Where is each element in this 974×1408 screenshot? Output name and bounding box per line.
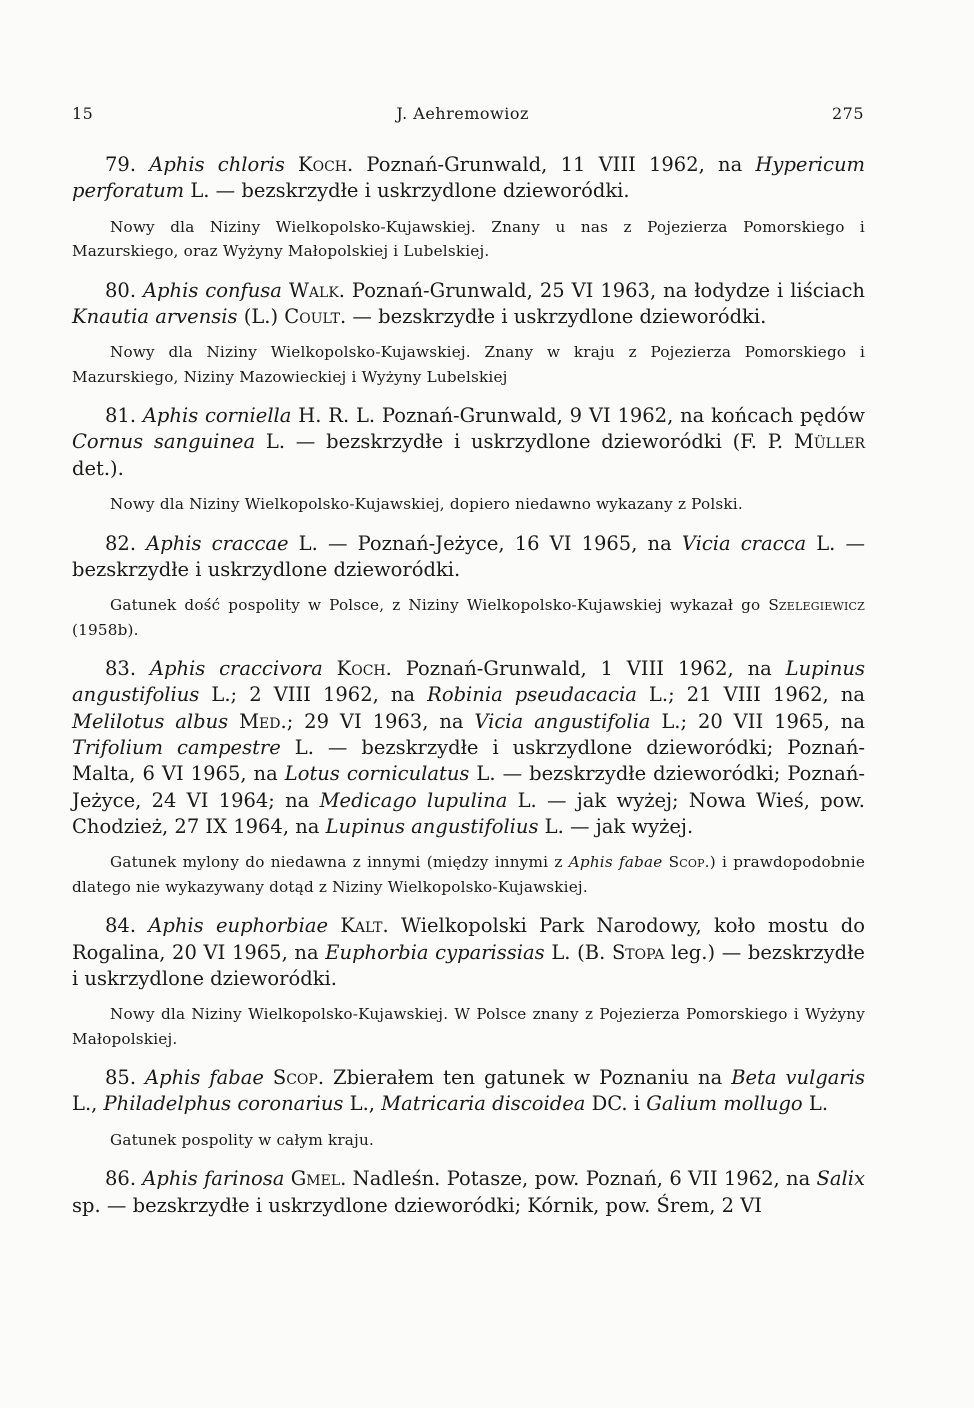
text-segment: Poznań-Grunwald, 9 VI 1962, na końcach pędów <box>375 404 865 428</box>
text-segment: Zbierałem ten gatunek w Poznaniu na <box>324 1066 732 1090</box>
taxon-name: Aphis chloris <box>149 153 285 176</box>
page-header-author: J. Aehremowioz <box>396 104 529 123</box>
entry-note <box>72 850 865 899</box>
taxon-name: Aphis craccae <box>146 531 289 555</box>
entry-note <box>72 492 865 517</box>
entry-number: 84. <box>105 914 149 938</box>
entry-note <box>72 593 865 642</box>
taxon-author: Gmel. <box>284 1167 347 1191</box>
taxon-author: Koch. <box>284 153 354 176</box>
species-entry <box>72 1065 865 1118</box>
species-name: Lupinus angustifolius <box>72 657 865 707</box>
species-name: Lotus corniculatus <box>284 762 470 786</box>
text-segment: Nadleśn. Potasze, pow. Poznań, 6 VII 1962, na <box>346 1167 817 1191</box>
species-name: Melilotus albus <box>72 709 229 733</box>
species-name: Aphis fabae <box>568 853 663 872</box>
species-name: Lupinus angustifolius <box>325 814 539 838</box>
text-segment: Gatunek dość pospolity w Polsce, z Niziny Wielkopolsko-Kujawskiej wykazał go <box>110 596 769 615</box>
text-segment: — bezskrzydłe i uskrzydlone dzieworódki. <box>346 304 767 328</box>
text-segment: L.; 21 VIII 1962, na <box>636 683 866 707</box>
text-segment: leg.) — bezskrzydłe i uskrzydlone dzieworódki. <box>72 940 865 990</box>
taxon-author: L. <box>288 531 318 555</box>
text-segment: Nowy dla Niziny Wielkopolsko-Kujawskiej. Znany u nas z Pojezierza Pomorskiego i Mazurskiego, oraz Wyżyny Małopolskiej i Lubelskiej. <box>72 217 865 261</box>
text-segment: L. <box>802 1092 829 1116</box>
taxon-name: Aphis farinosa <box>142 1167 285 1191</box>
species-entry <box>72 403 865 482</box>
text-segment: Poznań-Grunwald, 11 VIII 1962, na <box>353 153 756 176</box>
text-segment: Poznań-Grunwald, 25 VI 1963, na łodydze i liściach <box>344 278 865 302</box>
text-segment: DC. i <box>585 1092 647 1116</box>
author-name: Stopa <box>611 940 665 964</box>
entry-number: 79. <box>105 153 150 176</box>
text-segment: (1958b). <box>72 620 139 639</box>
entry-number: 85. <box>105 1066 146 1090</box>
entry-number: 80. <box>105 278 143 302</box>
text-segment: L.; 2 VIII 1962, na <box>199 683 428 707</box>
text-segment: sp. — bezskrzydłe i uskrzydlone dzieworódki; Kórnik, pow. Śrem, 2 VI <box>72 1193 762 1217</box>
author-name: Szelegiewicz <box>768 596 865 615</box>
species-name: Philadelphus coronarius <box>103 1092 344 1116</box>
species-entry <box>72 531 865 584</box>
text-segment: L. — bezskrzydłe dzieworódki; Poznań-Jeżyce, 24 VI 1964; na <box>72 762 866 812</box>
text-segment: Wielkopolski Park Narodowy, koło mostu do Rogalina, 20 VI 1965, na <box>72 914 866 964</box>
page-header-left: 15 <box>72 104 94 123</box>
species-name: Matricaria discoidea <box>381 1092 586 1116</box>
author-name: Scop. <box>668 853 710 872</box>
running-header <box>72 104 864 123</box>
text-segment: L., <box>72 1092 104 1116</box>
species-name: Vicia cracca <box>681 531 807 555</box>
entry-number: 81. <box>105 404 143 428</box>
text-segment: Nowy dla Niziny Wielkopolsko-Kujawskiej. Znany w kraju z Pojezierza Pomorskiego i Mazurskiego, Niziny Mazowieckiej i Wyżyny Lubelskiej <box>72 343 865 386</box>
text-segment: det.). <box>72 456 124 480</box>
taxon-name: Aphis craccivora <box>149 657 323 681</box>
taxon-author: H. R. L. <box>291 404 376 428</box>
text-segment: L.; 20 VII 1965, na <box>650 709 865 733</box>
species-entry <box>72 656 865 840</box>
taxon-author: Kalt. <box>328 914 389 938</box>
text-segment: Gatunek mylony do niedawna z innymi (między innymi z <box>110 853 569 872</box>
entry-number: 82. <box>105 531 147 555</box>
text-segment: Nowy dla Niziny Wielkopolsko-Kujawskiej, dopiero niedawno wykazany z Polski. <box>110 495 743 514</box>
text-segment: L., <box>343 1092 382 1116</box>
text-segment <box>228 710 239 733</box>
entry-note <box>72 340 865 389</box>
body-text <box>72 152 865 1219</box>
taxon-name: Aphis confusa <box>142 278 282 302</box>
text-segment: L. — bezskrzydłe i uskrzydlone dzieworódki; Poznań-Malta, 6 VI 1965, na <box>72 736 865 786</box>
species-name: Euphorbia cyparissias <box>325 940 545 964</box>
text-segment: Poznań-Grunwald, 1 VIII 1962, na <box>391 657 786 681</box>
taxon-author: Scop. <box>263 1066 325 1090</box>
taxon-name: Aphis euphorbiae <box>148 914 329 938</box>
text-segment: L. (B. <box>544 940 612 964</box>
text-segment: L. — jak wyżej; Nowa Wieś, pow. Chodzież, 27 IX 1964, na <box>72 788 865 838</box>
species-name: Salix <box>816 1167 865 1191</box>
text-segment: ; 29 VI 1963, na <box>286 709 475 733</box>
author-name: Müller <box>793 430 866 454</box>
taxon-name: Aphis fabae <box>145 1066 264 1090</box>
text-segment: Nowy dla Niziny Wielkopolsko-Kujawskiej. W Polsce znany z Pojezierza Pomorskiego i Wyżyny Małopolskiej. <box>72 1005 865 1048</box>
taxon-name: Aphis corniella <box>142 404 292 428</box>
text-segment: (L.) <box>237 304 285 328</box>
text-segment: — Poznań-Jeżyce, 16 VI 1965, na <box>317 531 682 555</box>
species-name: Knautia arvensis <box>72 304 238 328</box>
species-name: Galium mollugo <box>646 1092 803 1116</box>
species-name: Vicia angustifolia <box>474 709 651 733</box>
entry-number: 83. <box>105 657 150 681</box>
entry-note <box>72 1002 865 1051</box>
text-segment: L. — bezskrzydłe i uskrzydlone dzieworódki. <box>72 531 866 581</box>
text-segment: L. — jak wyżej. <box>538 814 694 838</box>
entry-note <box>72 1128 865 1153</box>
taxon-author: Koch. <box>322 657 392 681</box>
entry-note <box>72 215 865 264</box>
species-entry <box>72 278 865 331</box>
text-segment: L. — bezskrzydłe i uskrzydlone dzieworódki (F. P. <box>255 430 794 454</box>
species-entry <box>72 1166 865 1219</box>
entry-number: 86. <box>105 1167 143 1191</box>
species-name: Hypericum perforatum <box>72 153 865 203</box>
text-segment: Gatunek pospolity w całym kraju. <box>110 1130 374 1149</box>
species-entry <box>72 913 865 992</box>
author-name: Med. <box>239 709 287 733</box>
species-name: Robinia pseudacacia <box>427 683 637 707</box>
species-name: Cornus sanguinea <box>72 430 256 454</box>
text-segment: L. — bezskrzydłe i uskrzydlone dzieworódki. <box>184 179 630 203</box>
text-segment: ) i prawdopodobnie dlatego nie wykazywany dotąd z Niziny Wielkopolsko-Kujawskiej. <box>72 853 866 896</box>
species-entry <box>72 152 865 205</box>
species-name: Trifolium campestre <box>72 736 281 760</box>
species-name: Medicago lupulina <box>319 788 508 812</box>
page-number: 275 <box>831 104 864 123</box>
taxon-author: Walk. <box>281 278 345 302</box>
author-name: Coult. <box>284 304 347 328</box>
species-name: Beta vulgaris <box>731 1066 865 1090</box>
